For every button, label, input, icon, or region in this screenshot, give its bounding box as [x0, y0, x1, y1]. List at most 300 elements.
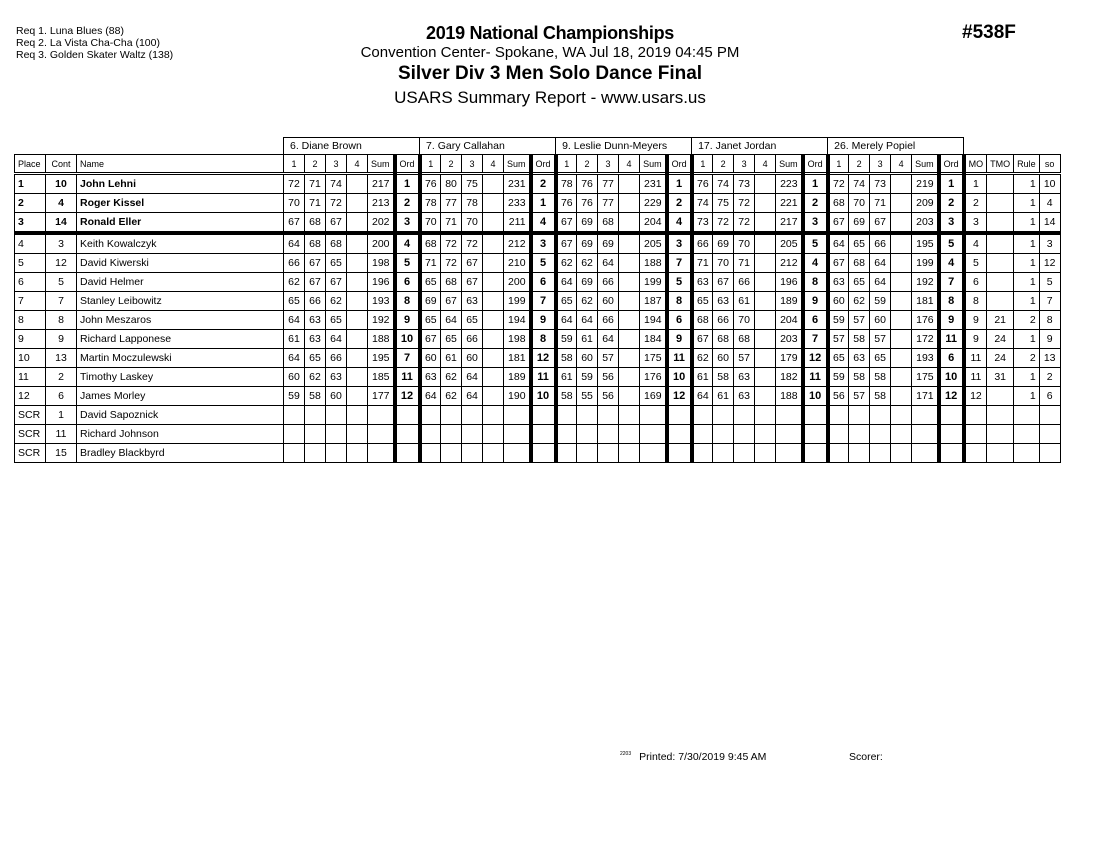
ord-cell: 11 — [667, 349, 692, 368]
place-cell: 5 — [15, 254, 46, 273]
score-cell — [305, 406, 326, 425]
ord-cell: 3 — [395, 213, 420, 234]
sum-cell: 212 — [504, 233, 531, 254]
ord-cell: 6 — [395, 273, 420, 292]
score-cell — [849, 444, 870, 463]
score-cell — [483, 174, 504, 194]
score-cell: 70 — [734, 311, 755, 330]
sum-cell: 169 — [640, 387, 667, 406]
judge-name: 7. Gary Callahan — [420, 138, 556, 155]
place-cell: 2 — [15, 194, 46, 213]
score-cell: 76 — [692, 174, 713, 194]
print-info — [620, 751, 766, 763]
score-cell — [828, 425, 849, 444]
score-cell — [420, 406, 441, 425]
score-cell: 62 — [441, 387, 462, 406]
table-row — [15, 406, 1061, 425]
score-cell — [870, 425, 891, 444]
ord-cell: 9 — [667, 330, 692, 349]
score-cell: 67 — [305, 254, 326, 273]
cont-cell: 11 — [46, 425, 77, 444]
score-cell — [598, 444, 619, 463]
tmo-cell: 24 — [987, 349, 1014, 368]
judge-name: 26. Merely Popiel — [828, 138, 964, 155]
score-cell — [891, 425, 912, 444]
score-cell: 63 — [734, 368, 755, 387]
place-cell: SCR — [15, 406, 46, 425]
score-cell: 64 — [870, 273, 891, 292]
ord-cell: 2 — [667, 194, 692, 213]
col-ord: Ord — [395, 155, 420, 174]
score-cell — [619, 194, 640, 213]
ord-cell: 11 — [395, 368, 420, 387]
score-cell: 74 — [849, 174, 870, 194]
sum-cell: 193 — [912, 349, 939, 368]
ord-cell: 8 — [395, 292, 420, 311]
mo-cell: 5 — [964, 254, 987, 273]
col-sum: Sum — [776, 155, 803, 174]
score-cell: 61 — [577, 330, 598, 349]
ord-cell: 6 — [803, 311, 828, 330]
ord-cell — [803, 444, 828, 463]
sum-cell: 217 — [776, 213, 803, 234]
ord-cell: 1 — [395, 174, 420, 194]
skater-name: Bradley Blackbyrd — [77, 444, 284, 463]
score-cell: 65 — [556, 292, 577, 311]
score-cell — [326, 406, 347, 425]
sum-cell: 192 — [912, 273, 939, 292]
spacer — [15, 138, 284, 155]
col-so: so — [1039, 155, 1060, 174]
ord-cell: 10 — [803, 387, 828, 406]
score-cell: 74 — [692, 194, 713, 213]
score-cell — [849, 425, 870, 444]
score-cell: 72 — [734, 194, 755, 213]
score-cell — [420, 425, 441, 444]
sum-cell — [776, 425, 803, 444]
cont-cell: 14 — [46, 213, 77, 234]
score-cell — [713, 406, 734, 425]
score-cell: 65 — [849, 233, 870, 254]
score-cell: 59 — [556, 330, 577, 349]
score-cell: 65 — [326, 311, 347, 330]
score-cell: 65 — [462, 311, 483, 330]
skater-name: John Meszaros — [77, 311, 284, 330]
so-cell: 3 — [1039, 233, 1060, 254]
score-cell — [483, 213, 504, 234]
score-cell — [734, 406, 755, 425]
col-name: Name — [77, 155, 284, 174]
ord-cell: 8 — [939, 292, 964, 311]
score-cell: 66 — [870, 233, 891, 254]
score-cell: 73 — [870, 174, 891, 194]
score-cell: 78 — [462, 194, 483, 213]
score-cell: 71 — [734, 254, 755, 273]
ord-cell — [531, 406, 556, 425]
score-cell: 59 — [577, 368, 598, 387]
score-cell: 62 — [577, 254, 598, 273]
score-cell — [483, 349, 504, 368]
sum-cell: 184 — [640, 330, 667, 349]
score-cell: 67 — [462, 254, 483, 273]
score-cell: 76 — [577, 194, 598, 213]
so-cell — [1039, 406, 1060, 425]
sum-cell: 223 — [776, 174, 803, 194]
score-cell: 65 — [326, 254, 347, 273]
col-score-1: 1 — [420, 155, 441, 174]
score-cell: 67 — [870, 213, 891, 234]
score-cell: 59 — [870, 292, 891, 311]
sum-cell — [504, 425, 531, 444]
ord-cell: 11 — [939, 330, 964, 349]
sum-cell: 188 — [368, 330, 395, 349]
score-cell: 66 — [734, 273, 755, 292]
score-cell: 67 — [462, 273, 483, 292]
score-cell: 77 — [441, 194, 462, 213]
col-tmo: TMO — [987, 155, 1014, 174]
score-cell — [755, 444, 776, 463]
score-cell — [828, 406, 849, 425]
score-cell — [828, 444, 849, 463]
col-score-4: 4 — [891, 155, 912, 174]
score-cell — [284, 444, 305, 463]
score-cell — [713, 425, 734, 444]
table-row — [15, 292, 1061, 311]
table-row — [15, 174, 1061, 194]
score-cell: 74 — [326, 174, 347, 194]
place-cell: SCR — [15, 425, 46, 444]
ord-cell: 5 — [939, 233, 964, 254]
score-cell: 64 — [828, 233, 849, 254]
score-cell — [619, 330, 640, 349]
score-cell — [326, 425, 347, 444]
ord-cell: 8 — [803, 273, 828, 292]
skater-name: David Helmer — [77, 273, 284, 292]
col-score-2: 2 — [441, 155, 462, 174]
sum-cell: 189 — [504, 368, 531, 387]
sum-cell: 176 — [640, 368, 667, 387]
score-cell — [849, 406, 870, 425]
skater-name: Keith Kowalczyk — [77, 233, 284, 254]
score-cell: 67 — [692, 330, 713, 349]
sum-cell — [912, 444, 939, 463]
sum-cell: 185 — [368, 368, 395, 387]
score-cell — [483, 387, 504, 406]
score-cell — [619, 425, 640, 444]
score-cell: 78 — [420, 194, 441, 213]
so-cell: 9 — [1039, 330, 1060, 349]
score-cell: 70 — [713, 254, 734, 273]
score-cell — [483, 406, 504, 425]
sum-cell — [368, 425, 395, 444]
so-cell: 14 — [1039, 213, 1060, 234]
score-cell: 72 — [462, 233, 483, 254]
score-cell: 67 — [326, 273, 347, 292]
col-sum: Sum — [640, 155, 667, 174]
score-cell — [755, 425, 776, 444]
score-cell — [347, 233, 368, 254]
score-cell: 69 — [577, 273, 598, 292]
place-cell: SCR — [15, 444, 46, 463]
ord-cell: 4 — [939, 254, 964, 273]
mo-cell: 11 — [964, 349, 987, 368]
skater-name: John Lehni — [77, 174, 284, 194]
col-place: Place — [15, 155, 46, 174]
table-row — [15, 311, 1061, 330]
score-cell: 56 — [598, 368, 619, 387]
printed-timestamp: Printed: 7/30/2019 9:45 AM — [639, 751, 767, 763]
score-cell: 71 — [441, 213, 462, 234]
tmo-cell — [987, 213, 1014, 234]
score-cell: 68 — [849, 254, 870, 273]
score-cell — [577, 444, 598, 463]
score-cell — [755, 174, 776, 194]
col-score-3: 3 — [326, 155, 347, 174]
requirements-list — [16, 25, 173, 61]
score-cell — [755, 273, 776, 292]
col-ord: Ord — [531, 155, 556, 174]
score-cell: 64 — [441, 311, 462, 330]
ord-cell: 3 — [667, 233, 692, 254]
score-cell: 61 — [692, 368, 713, 387]
col-ord: Ord — [803, 155, 828, 174]
tmo-cell: 31 — [987, 368, 1014, 387]
skater-name: Timothy Laskey — [77, 368, 284, 387]
ord-cell: 12 — [803, 349, 828, 368]
table-row — [15, 349, 1061, 368]
ord-cell: 7 — [395, 349, 420, 368]
sum-cell: 213 — [368, 194, 395, 213]
ord-cell: 3 — [803, 213, 828, 234]
rule-cell: 1 — [1014, 273, 1040, 292]
sum-cell: 221 — [776, 194, 803, 213]
score-cell — [441, 425, 462, 444]
table-row — [15, 273, 1061, 292]
score-cell: 64 — [556, 311, 577, 330]
sum-cell: 212 — [776, 254, 803, 273]
mo-cell — [964, 425, 987, 444]
place-cell: 3 — [15, 213, 46, 234]
score-cell — [891, 233, 912, 254]
score-cell — [891, 368, 912, 387]
skater-name: David Kiwerski — [77, 254, 284, 273]
score-cell: 66 — [326, 349, 347, 368]
sum-cell: 175 — [912, 368, 939, 387]
sum-cell — [912, 406, 939, 425]
sum-cell: 229 — [640, 194, 667, 213]
ord-cell — [395, 425, 420, 444]
score-cell: 69 — [577, 213, 598, 234]
score-cell: 63 — [305, 311, 326, 330]
ord-cell: 1 — [939, 174, 964, 194]
score-cell: 66 — [284, 254, 305, 273]
score-cell: 60 — [577, 349, 598, 368]
place-cell: 6 — [15, 273, 46, 292]
cont-cell: 10 — [46, 174, 77, 194]
score-cell: 57 — [849, 387, 870, 406]
col-score-2: 2 — [849, 155, 870, 174]
score-cell — [755, 368, 776, 387]
score-cell: 62 — [326, 292, 347, 311]
score-cell — [891, 273, 912, 292]
place-cell: 8 — [15, 311, 46, 330]
sum-cell: 211 — [504, 213, 531, 234]
score-cell — [577, 425, 598, 444]
rule-cell: 1 — [1014, 233, 1040, 254]
ord-cell: 8 — [667, 292, 692, 311]
sum-cell: 198 — [368, 254, 395, 273]
rule-cell — [1014, 425, 1040, 444]
score-cell: 64 — [462, 368, 483, 387]
skater-name: Martin Moczulewski — [77, 349, 284, 368]
score-cell — [347, 174, 368, 194]
ord-cell — [395, 444, 420, 463]
score-cell: 59 — [828, 311, 849, 330]
score-cell: 59 — [828, 368, 849, 387]
table-row — [15, 233, 1061, 254]
score-cell: 64 — [598, 330, 619, 349]
score-cell: 68 — [441, 273, 462, 292]
score-cell — [483, 330, 504, 349]
score-cell: 72 — [326, 194, 347, 213]
score-cell: 62 — [577, 292, 598, 311]
score-cell — [619, 233, 640, 254]
place-cell: 12 — [15, 387, 46, 406]
report-subtitle: USARS Summary Report - www.usars.us — [394, 88, 706, 107]
so-cell: 4 — [1039, 194, 1060, 213]
score-cell: 62 — [692, 349, 713, 368]
requirement-2: Req 2. La Vista Cha-Cha (100) — [16, 37, 160, 49]
score-cell — [462, 406, 483, 425]
sum-cell: 198 — [504, 330, 531, 349]
score-cell: 58 — [870, 387, 891, 406]
cont-cell: 8 — [46, 311, 77, 330]
sum-cell: 233 — [504, 194, 531, 213]
so-cell: 8 — [1039, 311, 1060, 330]
tmo-cell: 24 — [987, 330, 1014, 349]
tmo-cell — [987, 444, 1014, 463]
score-cell: 60 — [598, 292, 619, 311]
skater-name: Richard Johnson — [77, 425, 284, 444]
sum-cell: 195 — [368, 349, 395, 368]
col-score-4: 4 — [619, 155, 640, 174]
score-cell: 72 — [441, 254, 462, 273]
sum-cell: 204 — [640, 213, 667, 234]
sum-cell: 199 — [640, 273, 667, 292]
sum-cell — [640, 425, 667, 444]
score-cell — [619, 368, 640, 387]
cont-cell: 1 — [46, 406, 77, 425]
cont-cell: 3 — [46, 233, 77, 254]
score-cell: 71 — [692, 254, 713, 273]
score-cell: 62 — [284, 273, 305, 292]
score-cell: 72 — [828, 174, 849, 194]
score-cell: 71 — [305, 174, 326, 194]
score-cell: 57 — [849, 311, 870, 330]
score-cell — [619, 349, 640, 368]
score-cell: 58 — [556, 349, 577, 368]
score-cell — [619, 387, 640, 406]
col-score-2: 2 — [713, 155, 734, 174]
score-cell: 63 — [828, 273, 849, 292]
rule-cell: 1 — [1014, 174, 1040, 194]
ord-cell — [803, 425, 828, 444]
sum-cell — [776, 444, 803, 463]
score-cell: 64 — [420, 387, 441, 406]
score-cell — [284, 425, 305, 444]
ord-cell: 4 — [803, 254, 828, 273]
rule-cell: 2 — [1014, 311, 1040, 330]
score-cell: 61 — [713, 387, 734, 406]
col-score-3: 3 — [462, 155, 483, 174]
score-cell: 63 — [305, 330, 326, 349]
so-cell: 10 — [1039, 174, 1060, 194]
cont-cell: 6 — [46, 387, 77, 406]
score-cell: 60 — [713, 349, 734, 368]
col-cont: Cont — [46, 155, 77, 174]
mo-cell: 2 — [964, 194, 987, 213]
score-cell: 68 — [598, 213, 619, 234]
sum-cell: 200 — [504, 273, 531, 292]
score-cell — [441, 406, 462, 425]
mo-cell: 12 — [964, 387, 987, 406]
col-score-3: 3 — [870, 155, 891, 174]
ord-cell: 10 — [531, 387, 556, 406]
score-cell: 77 — [598, 194, 619, 213]
judge-name: 6. Diane Brown — [284, 138, 420, 155]
score-cell: 70 — [849, 194, 870, 213]
ord-cell: 5 — [803, 233, 828, 254]
col-score-4: 4 — [483, 155, 504, 174]
mo-cell — [964, 406, 987, 425]
tmo-cell — [987, 406, 1014, 425]
score-cell — [483, 254, 504, 273]
score-cell: 63 — [326, 368, 347, 387]
sum-cell: 219 — [912, 174, 939, 194]
ord-cell: 12 — [667, 387, 692, 406]
sum-cell: 209 — [912, 194, 939, 213]
tmo-cell — [987, 254, 1014, 273]
score-cell: 56 — [598, 387, 619, 406]
place-cell: 9 — [15, 330, 46, 349]
score-cell — [692, 444, 713, 463]
so-cell — [1039, 444, 1060, 463]
ord-cell: 6 — [939, 349, 964, 368]
score-cell — [347, 349, 368, 368]
col-score-1: 1 — [692, 155, 713, 174]
place-cell: 11 — [15, 368, 46, 387]
score-cell — [556, 406, 577, 425]
ord-cell: 10 — [939, 368, 964, 387]
score-cell — [619, 213, 640, 234]
table-row — [15, 254, 1061, 273]
tmo-cell — [987, 425, 1014, 444]
score-cell — [734, 444, 755, 463]
sum-cell — [504, 444, 531, 463]
judges-row — [15, 138, 1061, 155]
score-cell — [462, 425, 483, 444]
score-cell — [347, 254, 368, 273]
score-cell: 70 — [462, 213, 483, 234]
score-cell: 65 — [420, 311, 441, 330]
score-cell: 68 — [828, 194, 849, 213]
ord-cell: 9 — [395, 311, 420, 330]
sum-cell: 203 — [776, 330, 803, 349]
score-cell — [347, 273, 368, 292]
ord-cell: 6 — [531, 273, 556, 292]
sum-cell: 176 — [912, 311, 939, 330]
score-cell — [284, 406, 305, 425]
